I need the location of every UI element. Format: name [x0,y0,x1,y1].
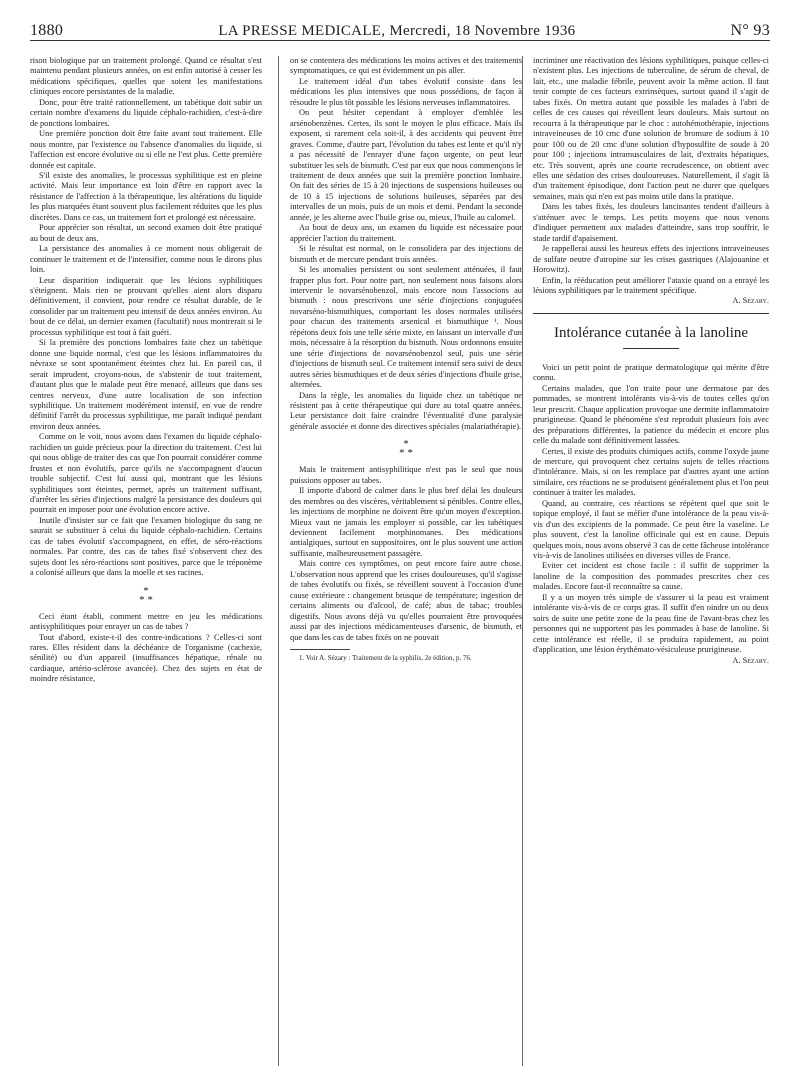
paragraph: La persistance des anomalies à ce moment nous obligerait de continuer le traitement et de l'intensifier, comme nous le dirons plus loin. [30,244,262,275]
article-divider [533,313,769,314]
paragraph: Pour apprécier son résultat, un second examen doit être pratiqué au bout de deux ans. [30,223,262,243]
paragraph: rison biologique par un traitement prolongé. Quand ce résultat s'est maintenu pendant plusieurs années, on est enfin autorisé à cesser les médications spécifiques, quelles que soient les manifestations cliniques encore persistantes de la maladie. [30,56,262,97]
author-signature: A. Sézary. [732,655,769,665]
paragraph: Comme on le voit, nous avons dans l'examen du liquide céphalo-rachidien un guide précieux pour la direction du traitement. C'est lui qui nous oblige de traiter des cas que l'on pourrait considérer comme frustes et non évolutifs, parce qu'ils ne s'accompagnent d'aucun trouble subjectif. C'est lui aussi qui, montrant que les lésions syphilitiques sont éteintes, permet, après un traitement suffisant, d'arrêter les séries d'injections malgré la persistance des douleurs qui pourrait en imposer pour une évolution encore active. [30,432,262,515]
paragraph: Je rappellerai aussi les heureux effets des injections intraveineuses de sulfate neutre d'atropine sur les crises gastriques (Alajouanine et Horowitz). [533,244,769,275]
paragraph: Certes, il existe des produits chimiques actifs, comme l'oxyde jaune de mercure, qui provoquent chez certains sujets de telles réactions d'intolérance. Mais, si on les remplace par d'autres ayant une action similaire, ces réactions ne se produisent généralement plus et l'on peut continuer à traiter les malades. [533,446,769,498]
paragraph: Si le résultat est normal, on le consolidera par des injections de bismuth et de mercure pendant trois années. [290,244,522,264]
paragraph: incriminer une réactivation des lésions syphilitiques, puisque celles-ci n'existent plus. Les injections de tuberculine, de sérum de cheval, de lait, etc., une maladie fébrile, peuvent avoir la même action. Il faut tenir compte de ces facteurs extrinsèques, surtout quand il s'agit de tabes fixés. On mettra autant que possible les malades à l'abri de celles de ces causes qui réveillent leurs douleurs. Mais surtout on recourra à la thérapeutique par le choc : autohémothérapie, injections intraveineuses de 10 cmc d'une solution de bromure de sodium à 10 pour 100 ou de 20 cmc d'une solution d'hyposulfite de soude à 20 pour 100 ; injections intramusculaires de lait, d'extraits hépatiques, etc. Très souvent, après une courte recrudescence, on obtient avec elles une sédation des crises douloureuses. Naturellement, il s'agit là d'un traitement épisodique, dont l'action peut ne durer que quelques semaines, mais qui n'en est pas moins utile dans la pratique. [533,56,769,201]
footnote: 1. Voir A. Sézary : Traitement de la syphilis, 2e édition, p. 76. [299,654,472,663]
paragraph: Il y a un moyen très simple de s'assurer si la peau est vraiment intolérante vis-à-vis de ce corps gras. Il suffit d'en oindre un ou deux soirs de suite une petite zone de la peau fine de l'avant-bras chez les personnes qui ne supportent pas les pommades à base de lanoline. Si cette intolérance est réelle, il se produira rapidement, au point d'application, une lésion érythémato-vésiculeuse prurigineuse. [533,592,769,655]
section-separator: * * * [399,438,413,460]
footnote-divider [290,649,350,650]
issue-number: N° 93 [730,22,770,39]
paragraph: Le traitement idéal d'un tabes évolutif consiste dans les médications les plus intensives que nous possédions, de façon à résoudre le plus tôt possible les lésions nerveuses inflammatoires. [290,76,522,107]
paragraph: Ceci étant établi, comment mettre en jeu les médications antisyphilitiques pour enrayer un cas de tabes ? [30,611,262,632]
paragraph: Mais contre ces symptômes, on peut encore faire autre chose. L'observation nous apprend que les crises douloureuses, qu'il s'agisse de tabes évolutifs ou fixés, se réveillent souvent à l'occasion d'une cause extérieure : changement brusque de température; ingestion de certains aliments ou d'alcool, de café; abus de tabac; troubles digestifs. Nous avons déjà vu qu'elles pourraient être provoquées aussi par des injections médicamenteuses d'arsenic, de bismuth, et que dans les cas de tabes fixés on ne pouvait [290,559,522,642]
paragraph: Dans la règle, les anomalies du liquide chez un tabétique ne résistent pas à cette thérapeutique qui dure au total quatre années. Leur persistance doit faire craindre l'éventualité d'une paralysie générale associée et donne des directives spéciales (malariathérapie). [290,390,522,431]
paragraph: Dans les tabes fixés, les douleurs lancinantes tendent d'ailleurs à s'atténuer avec le temps. Les petits moyens que nous venons d'indiquer permettent aux malades d'atteindre, sans trop souffrir, le stade tardif d'apaisement. [533,202,769,243]
paragraph: Voici un petit point de pratique dermatologique qui mérite d'être connu. [533,362,769,383]
column-3 [533,56,769,666]
paragraph: Inutile d'insister sur ce fait que l'examen biologique du sang ne saurait se substituer à celui du liquide céphalo-rachidien. Certains cas de tabes évolutif s'accompagnent, en effet, de séro-réactions normales. Par contre, des cas de tabes fixé s'observent chez des sujets dont les séro-réactions sont positives, parce que le tréponème a colonisé ailleurs que dans la moelle et ses racines. [30,515,262,578]
paragraph: On peut hésiter cependant à employer d'emblée les arsénobenzènes. Certes, ils sont le moyen le plus efficace. Mais ils exposent, si rarement cela soit-il, à des accidents qui peuvent être graves. Comme, d'autre part, l'évolution du tabes est lente et qu'il n'y a pas nécessité de l'enrayer d'une façon urgente, on peut leur substituer les sels de bismuth. C'est par eux que nous commençons le traitement de deux années que suit la première ponction lombaire. On fait des séries de 15 à 20 injections de suspensions huileuses ou de 10 à 15 injections de solutions huileuses, séparées par des intervalles de un mois, puis de un mois et demi. Pendant la seconde année, je les alterne avec l'huile grise ou, mieux, l'huile au calomel. [290,108,522,222]
journal-title: LA PRESSE MEDICALE, Mercredi, 18 Novembre 1936 [218,23,576,39]
page-header [30,14,770,41]
paragraph: Mais le traitement antisyphilitique n'est pas le seul que nous puissions opposer au tabes. [290,465,522,485]
paragraph: Tout d'abord, existe-t-il des contre-indications ? Celles-ci sont rares. Elles résident dans la déchéance de l'organisme (cachexie, sénilité) ou d'un appareil (insuffisances hépatique, rénale ou cardiaque, artério-sclérose avancée). Chez des sujets en état de moindre résistance, [30,632,262,684]
paragraph: Donc, pour être traité rationnellement, un tabétique doit subir un certain nombre d'examens du liquide céphalo-rachidien, c'est-à-dire de ponctions lombaires. [30,97,262,128]
section-separator: * * * [139,584,153,606]
paragraph: Enfin, la rééducation peut améliorer l'ataxie quand on a enrayé les lésions syphilitiques par le traitement spécifique. [533,275,769,295]
paragraph: Eviter cet incident est chose facile : il suffit de supprimer la lanoline de la composition des pommades prescrites chez ces malades. Encore faut-il reconnaître sa cause. [533,561,769,592]
paragraph: Une première ponction doit être faite avant tout traitement. Elle nous montre, par l'existence ou l'absence d'anomalies du liquide, si l'affection est encore évolutive ou si elle ne l'est plus. Cette première donnée est capitale. [30,129,262,170]
paragraph: on se contentera des médications les moins actives et des traitements symptomatiques, ce qui est évidemment un pis aller. [290,56,522,76]
paragraph: Certains malades, que l'on traite pour une dermatose par des pommades, se montrent intolérants vis-à-vis de toutes celles qu'on leur prescrit. Chaque application provoque une dermite inflammatoire prurigineuse. Quand le phénomène s'est reproduit plusieurs fois avec des préparations différentes, la patience du médecin et encore plus celle du malade sont définitivement lassées. [533,383,769,446]
paragraph: Il importe d'abord de calmer dans le plus bref délai les douleurs des membres ou des viscères, véritablement si pénibles. Contre elles, les injections de morphine ne doivent être qu'un moyen d'exception. Mieux vaut ne jamais les employer si possible, car les tabétiques deviennent facilement morphinomanes. Des médications antialgiques, surtout en suppositoires, ont le plus souvent une action suffisante, malheureusement passagère. [290,486,522,558]
column-1 [30,56,262,685]
paragraph: Au bout de deux ans, un examen du liquide est nécessaire pour apprécier l'action du traitement. [290,223,522,243]
paragraph: Si les anomalies persistent ou sont seulement atténuées, il faut frapper plus fort. Pour notre part, non seulement nous faisons alors intervenir le novarsénobenzol, mais encore nous l'associons au bismuth : nous prescrivons une série d'injections conjuguées novarséno-bismuthiques, comportant les doses normales utilisées pour chacun des traitements arsenical et bismuthique ¹. Nous répétons deux fois une telle série mixte, en laissant un intervalle d'un mois, nécessaire à la résorption du bismuth. Nous ordonnons ensuite une série d'injections de novarsénobenzol seul, puis une série d'injections de bismuth seul. Ce traitement intensif sera suivi de deux autres séries bismuthiques et de deux séries d'injections d'huile grise, alternées. [290,265,523,390]
column-divider-left [278,56,279,1066]
paragraph: Leur disparition indiquerait que les lésions syphilitiques s'éteignent. Mais rien ne prouvant qu'elles aient alors disparu définitivement, il convient, pour rendre ce résultat durable, de le consolider par un traitement peu intensif de deux années environ. Au bout de ce délai, un dernier examen (facultatif) nous montrerait si le processus syphilitique est tout à fait guéri. [30,275,262,337]
article-title: Intolérance cutanée à la lanoline [553,324,749,341]
column-2 [290,56,522,663]
page-number: 1880 [30,22,64,39]
paragraph: Si la première des ponctions lombaires faite chez un tabétique donne une liquide normal, c'est que les lésions inflammatoires du névraxe se sont spontanément éteintes chez lui. En pareil cas, il serait imprudent, croyons-nous, de s'abstenir de tout traitement, d'autant plus que le malade peut être menacé, ailleurs que dans ses centres nerveux, d'une autre localisation de son infection syphilitique. Un traitement modérément intensif, en vue de rendre définitif l'arrêt du processus syphilitique, me paraît indiqué pendant environ deux années. [30,338,262,431]
paragraph: Quand, au contraire, ces réactions se répètent quel que soit le topique employé, il faut se méfier d'une intolérance de la peau vis-à-vis d'un des excipients de la pommade. Ce peut être la vaseline. Le plus souvent, c'est la lanoline officinale qui est en cause. Depuis quelques mois, nous avons observé 3 cas de cette fâcheuse intolérance vis-à-vis de lanolines utilisées en diverses villes de France. [533,498,769,561]
author-signature: A. Sézary. [732,296,769,306]
paragraph: S'il existe des anomalies, le processus syphilitique est en pleine activité. Mais leur importance est loin d'être en rapport avec la résistance de l'affection à la thérapeutique, les altérations du liquide les plus marquées étant souvent plus facilement réduites que les plus discrètes. Dans ce cas, un traitement fort et prolongé est nécessaire. [30,170,262,222]
title-underline [623,348,679,349]
column-divider-right [522,56,523,1066]
